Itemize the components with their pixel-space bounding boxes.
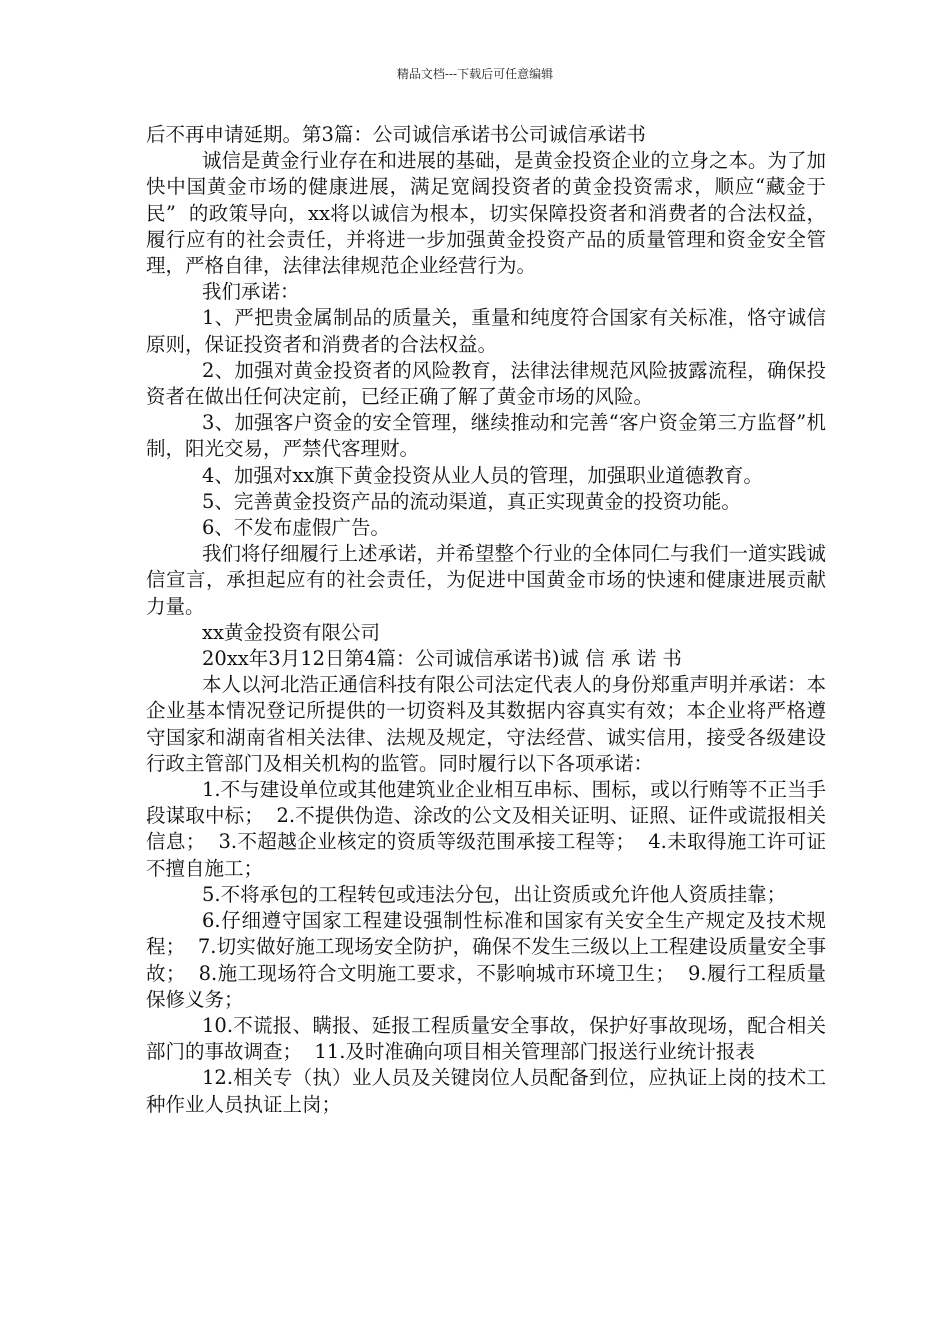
- list-item: 10.不谎报、瞒报、延报工程质量安全事故，保护好事故现场，配合相关部门的事故调查； 11.及时准确向项目相关管理部门报送行业统计报表: [146, 1013, 826, 1064]
- document-body: [146, 122, 826, 1118]
- paragraph: 本人以河北浩正通信科技有限公司法定代表人的身份郑重声明并承诺：本企业基本情况登记所提供的一切资料及其数据内容真实有效；本企业将严格遵守国家和湖南省相关法律、法规及规定，守法经营、诚实信用，接受各级建设行政主管部门及相关机构的监管。同时履行以下各项承诺：: [146, 673, 827, 775]
- date-and-section-title: 20xx年3月12日第4篇：公司诚信承诺书)诚 信 承 诺 书: [202, 647, 682, 671]
- list-item: 12.相关专（执）业人员及关键岗位人员配备到位，应执证上岗的技术工种作业人员执证上岗；: [146, 1066, 826, 1116]
- paragraph: 后不再申请延期。第3篇：公司诚信承诺书公司诚信承诺书: [146, 123, 646, 146]
- list-item: 6.仔细遵守国家工程建设强制性标准和国家有关安全生产规定及技术规程； 7.切实做好施工现场安全防护，确保不发生三级以上工程建设质量安全事故； 8.施工现场符合文明施工要求，不影响城市环境卫生； 9.履行工程质量保修义务；: [146, 909, 826, 1011]
- paragraph: 我们将仔细履行上述承诺，并希望整个行业的全体同仁与我们一道实践诚信宣言，承担起应有的社会责任，为促进中国黄金市场的快速和健康进展贡献力量。: [146, 542, 827, 618]
- list-item: 1、严把贵金属制品的质量关，重量和纯度符合国家有关标准，恪守诚信原则，保证投资者和消费者的合法权益。: [146, 306, 826, 356]
- list-item: 2、加强对黄金投资者的风险教育，法律法律规范风险披露流程，确保投资者在做出任何决定前，已经正确了解了黄金市场的风险。: [146, 358, 826, 409]
- list-item: 4、加强对xx旗下黄金投资从业人员的管理，加强职业道德教育。: [202, 463, 763, 487]
- list-item: 1.不与建设单位或其他建筑业企业相互串标、围标，或以行贿等不正当手段谋取中标； 2.不提供伪造、涂改的公文及相关证明、证照、证件或谎报相关信息； 3.不超越企业核定的资质等级范围承接工程等； 4.未取得施工许可证不擅自施工；: [146, 778, 826, 880]
- signature-company: xx黄金投资有限公司: [202, 620, 380, 644]
- list-item: 5、完善黄金投资产品的流动渠道，真正实现黄金的投资功能。: [202, 489, 741, 513]
- list-item: 6、不发布虚假广告。: [202, 516, 390, 540]
- page-header: 精品文档---下载后可任意编辑: [396, 67, 554, 81]
- list-item: 5.不将承包的工程转包或违法分包，出让资质或允许他人资质挂靠；: [202, 882, 787, 906]
- paragraph: 诚信是黄金行业存在和进展的基础，是黄金投资企业的立身之本。为了加快中国黄金市场的健康进展，满足宽阔投资者的黄金投资需求，顺应“藏金于民” 的政策导向，xx将以诚信为根本，切实保障投资者和消费者的合法权益，履行应有的社会责任，并将进一步加强黄金投资产品的质量管理和资金安全管理，严格自律，法律法律规范企业经营行为。: [146, 149, 827, 278]
- paragraph: 我们承诺：: [202, 280, 300, 304]
- list-item: 3、加强客户资金的安全管理，继续推动和完善“客户资金第三方监督”机制，阳光交易，严禁代客理财。: [146, 411, 826, 461]
